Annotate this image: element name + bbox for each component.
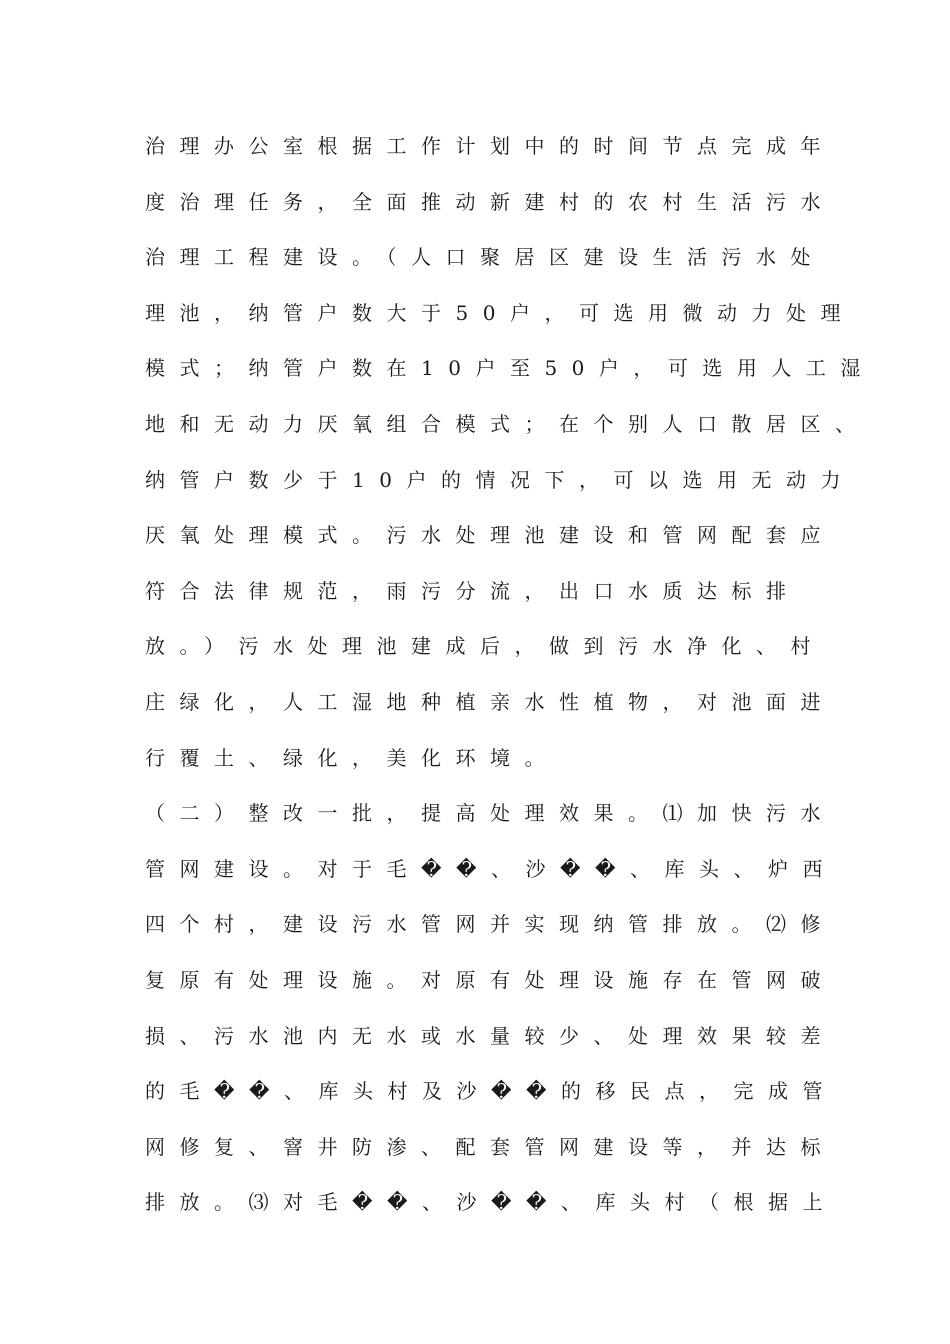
text-line: 符合法律规范，雨污分流，出口水质达标排 — [145, 578, 801, 603]
text-line: 治理工程建设。（人口聚居区建设生活污水处 — [145, 245, 825, 270]
text-line: 管网建设。对于毛��、沙��、库头、炉西 — [145, 856, 838, 881]
text-line: 损、污水池内无水或水量较少、处理效果较差 — [145, 1023, 835, 1048]
body-text — [145, 124, 875, 1236]
text-line: 复原有处理设施。对原有处理设施存在管网破 — [145, 967, 835, 992]
text-line: 纳管户数少于10户的情况下，可以选用无动力 — [145, 467, 855, 492]
text-line: 地和无动力厌氧组合模式；在个别人口散居区、 — [145, 411, 870, 436]
text-line: 治理办公室根据工作计划中的时间节点完成年 — [145, 134, 835, 158]
text-line: 行覆土、绿化，美化环境。 — [145, 745, 559, 770]
text-line: 理池，纳管户数大于50户，可选用微动力处理 — [145, 300, 855, 325]
text-line: 厌氧处理模式。污水处理池建设和管网配套应 — [145, 523, 835, 548]
text-line: 放。）污水处理池建成后，做到污水净化、村 — [145, 634, 825, 659]
text-line: 网修复、窨井防渗、配套管网建设等，并达标 — [145, 1134, 835, 1159]
text-line: 模式；纳管户数在10户至50户，可选用人工湿 — [145, 356, 875, 381]
text-line: 庄绿化，人工湿地种植亲水性植物，对池面进 — [145, 689, 835, 714]
text-line: 四个村，建设污水管网并实现纳管排放。⑵修 — [145, 912, 835, 937]
text-line: 排放。⑶对毛��、沙��、库头村（根据上 — [145, 1190, 838, 1215]
text-line: （二）整改一批，提高处理效果。⑴加快污水 — [145, 801, 835, 826]
text-line: 的毛��、库头村及沙��的移民点，完成管 — [145, 1079, 838, 1104]
text-line: 度治理任务，全面推动新建村的农村生活污水 — [145, 189, 835, 214]
